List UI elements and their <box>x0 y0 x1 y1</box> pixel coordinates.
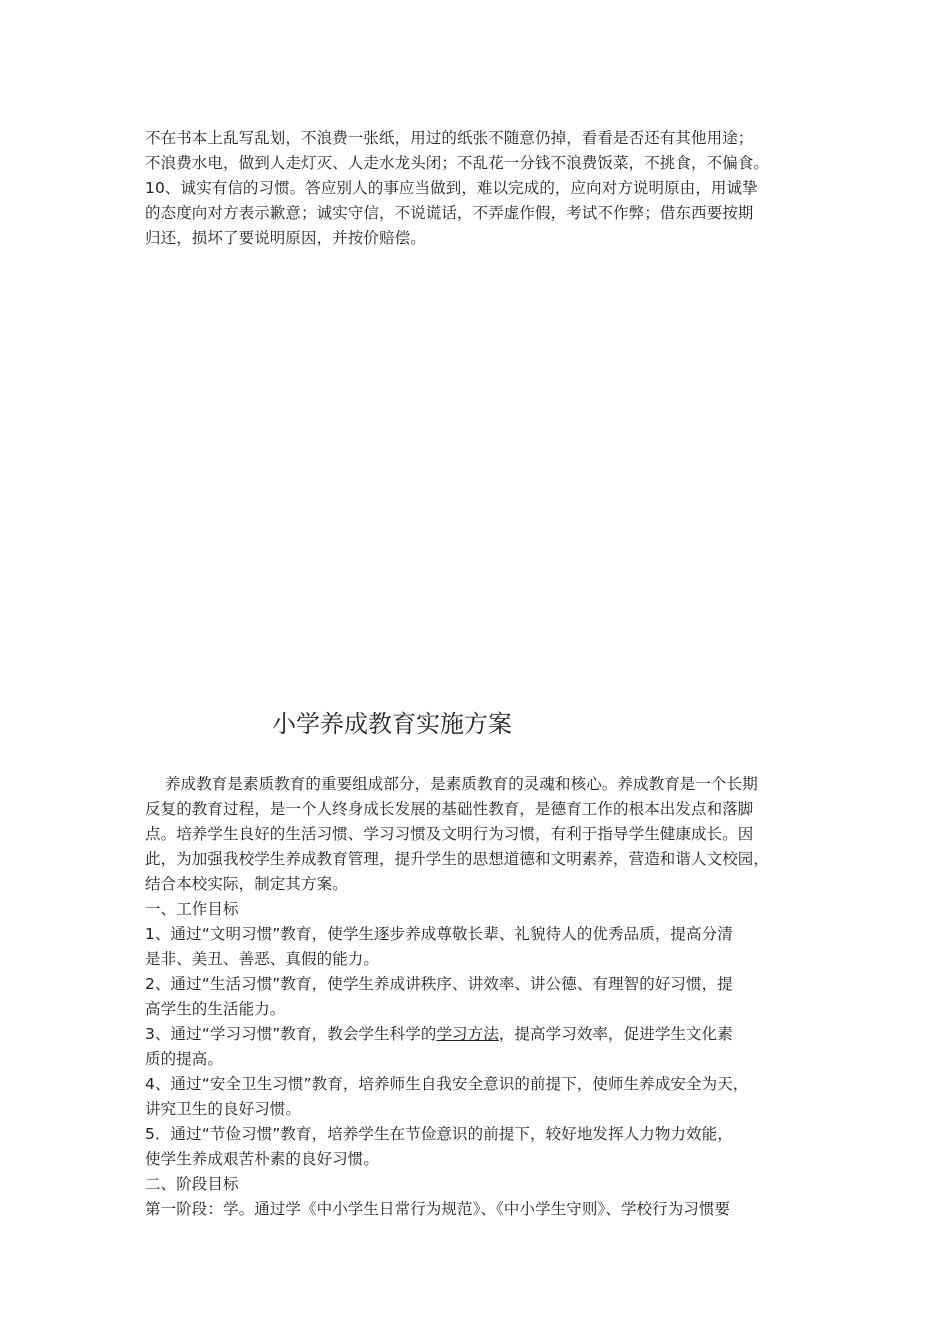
goal-line: 高学生的生活能力。 <box>145 1000 286 1018</box>
goal-line: 5．通过“节俭习惯”教育，培养学生在节俭意识的前提下，较好地发挥人力物力效能， <box>145 1125 733 1143</box>
goal-text: ，提高学习效率，促进学生文化素 <box>498 1025 733 1043</box>
intro-line: 养成教育是素质教育的重要组成部分，是素质教育的灵魂和核心。养成教育是一个长期 <box>165 775 758 793</box>
paragraph-line: 不在书本上乱写乱划，不浪费一张纸，用过的纸张不随意仍掉，看看是否还有其他用途； <box>145 129 754 147</box>
intro-line: 此，为加强我校学生养成教育管理，提升学生的思想道德和文明素养，营造和谐人文校园， <box>145 850 770 868</box>
goal-line: 质的提高。 <box>145 1050 224 1068</box>
goal-line: 4、通过“安全卫生习惯”教育，培养师生自我安全意识的前提下，使师生养成安全为天， <box>145 1075 749 1093</box>
paragraph-line: 的态度向对方表示歉意；诚实守信，不说谎话，不弄虚作假，考试不作弊；借东西要按期 <box>145 204 754 222</box>
goal-text: 3、通过“学习习惯”教育，教会学生科学的 <box>145 1025 437 1043</box>
goal-line: 2、通过“生活习惯”教育，使学生养成讲秩序、讲效率、讲公德、有理智的好习惯，提 <box>145 975 733 993</box>
paragraph-line: 归还，损坏了要说明原因，并按价赔偿。 <box>145 229 426 247</box>
paragraph-line: 不浪费水电，做到人走灯灭、人走水龙头闭；不乱花一分钱不浪费饭菜，不挑食，不偏食。 <box>145 154 770 172</box>
document-title: 小学养成教育实施方案 <box>272 710 512 738</box>
intro-line: 点。培养学生良好的生活习惯、学习习惯及文明行为习惯，有利于指导学生健康成长。因 <box>145 825 754 843</box>
goal-line <box>145 1022 825 1047</box>
paragraph-line: 10、诚实有信的习惯。答应别人的事应当做到，难以完成的，应向对方说明原由，用诚挚 <box>145 179 758 197</box>
page-1-continued-text <box>145 126 825 251</box>
goal-line: 讲究卫生的良好习惯。 <box>145 1100 302 1118</box>
intro-line: 结合本校实际，制定其方案。 <box>145 875 348 893</box>
goal-line: 使学生养成艰苦朴素的良好习惯。 <box>145 1150 380 1168</box>
document-body <box>145 772 825 1222</box>
stage-line: 第一阶段：学。通过学《中小学生日常行为规范》、《中小学生守则》、学校行为习惯要 <box>145 1200 731 1218</box>
section-heading: 二、阶段目标 <box>145 1175 239 1193</box>
goal-line: 1、通过“文明习惯”教育，使学生逐步养成尊敬长辈、礼貌待人的优秀品质，提高分清 <box>145 925 733 943</box>
study-method-link[interactable]: 学习方法 <box>436 1025 499 1043</box>
goal-line: 是非、美丑、善恶、真假的能力。 <box>145 950 380 968</box>
intro-line: 反复的教育过程，是一个人终身成长发展的基础性教育，是德育工作的根本出发点和落脚 <box>145 800 754 818</box>
section-heading: 一、工作目标 <box>145 900 239 918</box>
